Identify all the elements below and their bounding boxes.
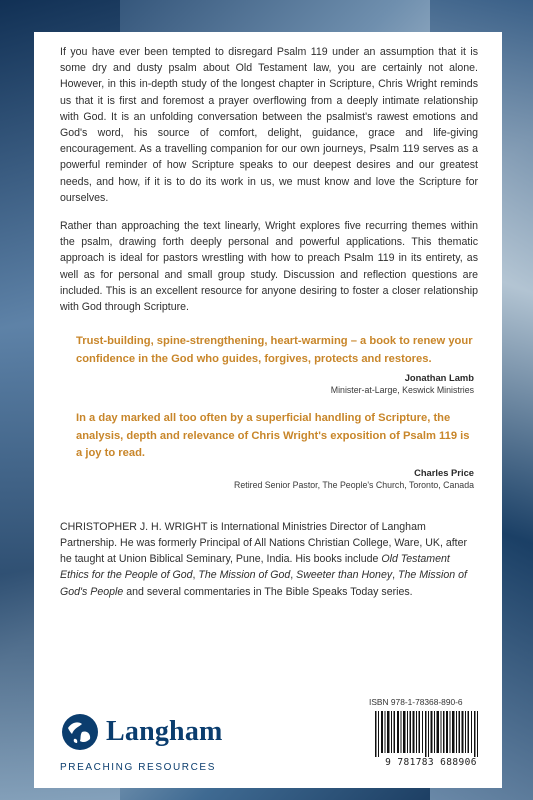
endorsement [76,410,474,491]
book-title: Old Testament Ethics for the People of God [60,553,450,582]
bio-text: , [392,569,399,582]
endorsement-attribution [76,371,474,396]
endorser-name: Jonathan Lamb [404,372,474,384]
book-title: The Mission of God's People [60,569,467,598]
globe-logo-icon [60,712,100,752]
bio-text: and several commentaries in The Bible Speaks Today series. [123,585,413,598]
endorsement-text: In a day marked all too often by a superficial handling of Scripture, the analysis, depth and relevance of Chris Wright's exposition of Psalm 119 is a joy to read. [76,412,470,460]
endorser-role: Retired Senior Pastor, The People's Church, Toronto, Canada [234,479,474,490]
bio-text: CHRISTOPHER J. H. WRIGHT is International Ministries Director of Langham Partnership. He was formerly Principal of All Nations Christian College, Ware, UK, after he taught at Union Biblical Seminary, Pune, India. His books include [60,520,468,566]
endorsement-attribution [76,466,474,491]
back-cover-content [60,44,478,600]
isbn-label: ISBN 978-1-78368-890-6 [369,697,463,707]
bio-text: , [192,569,199,582]
endorser-name: Charles Price [414,466,474,478]
endorsement-text: Trust-building, spine-strengthening, heart-warming – a book to renew your confidence in the God who guides, forgives, protects and restores. [76,335,473,365]
barcode-icon [365,711,497,757]
blurb-paragraph: Rather than approaching the text linearly, Wright explores five recurring themes within the psalm, drawing forth deeply personal and powerful applications. This thematic approach is ideal for pastors wrestling with how to preach Psalm 119 in its entirety, as well as for personal and small group study. Discussion and reflection questions are included. This is an excellent resource for anyone desiring to foster a closer relationship with God through Scripture. [60,220,478,314]
bio-text: , [290,569,297,582]
isbn-barcode [365,697,497,775]
blurb-paragraph: If you have ever been tempted to disregard Psalm 119 under an assumption that it is some dry and dusty psalm about Old Testament law, you are certainly not alone. However, in this in-depth study of the longest chapter in Scripture, Chris Wright reminds us that it is first and foremost a prayer overflowing from a deeply intimate relationship with God. It is an unfolding conversation between the psalmist's rawest emotions and God's word, his source of comfort, delight, guidance, grace and life-giving encouragement. As a travelling companion for our own journeys, Psalm 119 serves as a powerful reminder of how Scripture speaks to our deepest desires and our greatest needs, and how, if it is to do its work in us, we must know and love the Scripture for ourselves. [60,46,478,204]
publisher-tagline: PREACHING RESOURCES [60,762,216,773]
endorser-role: Minister-at-Large, Keswick Ministries [330,385,474,396]
book-title: The Mission of God [198,569,291,582]
author-bio [60,519,478,600]
endorsement [76,333,474,396]
book-title: Sweeter than Honey [296,569,393,582]
publisher-name: Langham [106,716,223,747]
barcode-digits: 9 781783 688906 [385,757,477,768]
